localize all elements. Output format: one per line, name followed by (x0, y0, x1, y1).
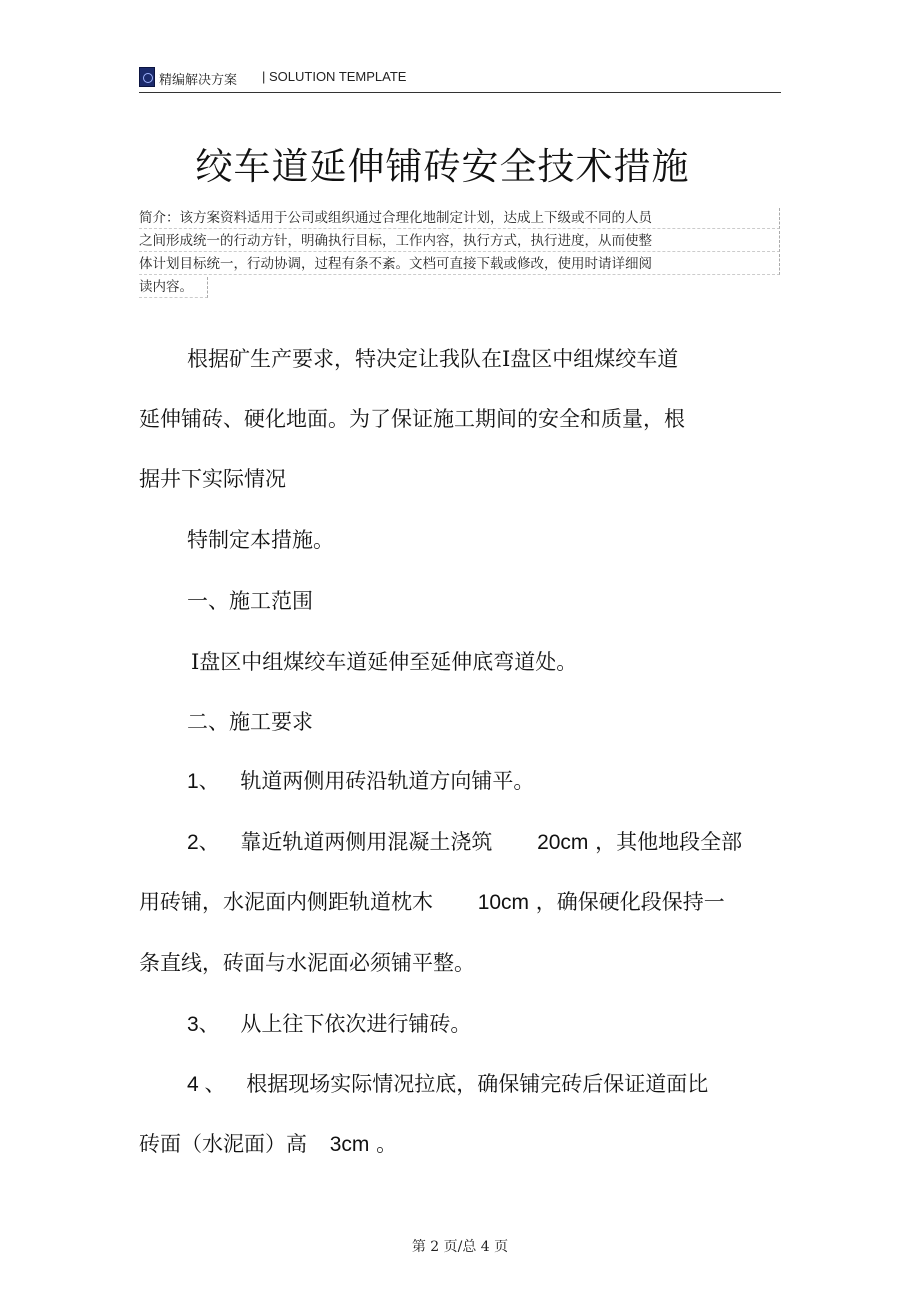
intro-block (139, 207, 779, 299)
list-item (139, 1068, 827, 1098)
field-outline (139, 231, 780, 252)
list-item (139, 1008, 827, 1038)
list-item (139, 826, 827, 856)
list-item-text: 从上往下依次进行铺砖。 (240, 1012, 472, 1036)
field-outline (139, 254, 780, 275)
intro-line (139, 253, 779, 276)
page-header (139, 64, 781, 94)
list-item-number: 4 、 (187, 1073, 226, 1096)
intro-line (139, 207, 779, 230)
intro-line (139, 276, 779, 299)
paragraph-line (139, 1128, 779, 1158)
intro-line-text: 体计划目标统一，行动协调，过程有条不紊。文档可直接下载或修改，使用时请详细阅 (139, 256, 652, 272)
measurement-value: 20cm (537, 831, 589, 854)
paragraph-line: 据井下实际情况 (139, 467, 286, 491)
paragraph-line: 条直线，砖面与水泥面必须铺平整。 (139, 951, 475, 975)
paragraph-text: 。 (376, 1132, 398, 1156)
page-footer: 第 2 页/总 4 页 (411, 1239, 509, 1255)
section-heading: 二、施工要求 (187, 710, 313, 734)
section-heading: 一、施工范围 (187, 589, 313, 613)
list-item-number: 2、 (187, 831, 220, 854)
header-brand: 精编解决方案 (159, 73, 238, 88)
list-item-text: 轨道两侧用砖沿轨道方向铺平。 (240, 769, 535, 793)
measurement-value: 10cm (477, 891, 530, 914)
list-item-number: 3、 (187, 1013, 220, 1036)
intro-line-text: 读内容。 (139, 279, 193, 295)
header-divider (139, 92, 781, 93)
paragraph-line: Ⅰ盘区中组煤绞车道延伸至延伸底弯道处。 (191, 650, 578, 674)
paragraph-line: 根据矿生产要求，特决定让我队在Ⅰ盘区中组煤绞车道 (187, 347, 679, 371)
list-item (139, 765, 827, 795)
list-item-text: 靠近轨道两侧用混凝土浇筑 (240, 830, 493, 854)
intro-line-text: 简介：该方案资料适用于公司或组织通过合理化地制定计划，达成上下级或不同的人员 (139, 210, 652, 226)
paragraph-text: ，确保硬化段保持一 (535, 890, 725, 914)
paragraph-line: 特制定本措施。 (187, 528, 334, 552)
paragraph-line (139, 886, 779, 916)
logo-icon (139, 67, 155, 87)
header-tag: | SOLUTION TEMPLATE (262, 69, 407, 84)
paragraph-line: 延伸铺砖、硬化地面。为了保证施工期间的安全和质量，根 (139, 407, 685, 431)
intro-line-text: 之间形成统一的行动方针，明确执行目标，工作内容，执行方式，执行进度，从而使整 (139, 233, 652, 249)
intro-line (139, 230, 779, 253)
field-outline (139, 208, 780, 229)
paragraph-text: 砖面（水泥面）高 (139, 1132, 307, 1156)
list-item-text: 根据现场实际情况拉底，确保铺完砖后保证道面比 (246, 1072, 709, 1096)
paragraph-text: 用砖铺，水泥面内侧距轨道枕木 (139, 890, 433, 914)
measurement-value: 3cm (329, 1133, 370, 1156)
document-title: 绞车道延伸铺砖安全技术措施 (195, 145, 690, 188)
field-outline (139, 277, 208, 298)
list-item-text: ，其他地段全部 (595, 830, 743, 854)
list-item-number: 1、 (187, 770, 220, 793)
